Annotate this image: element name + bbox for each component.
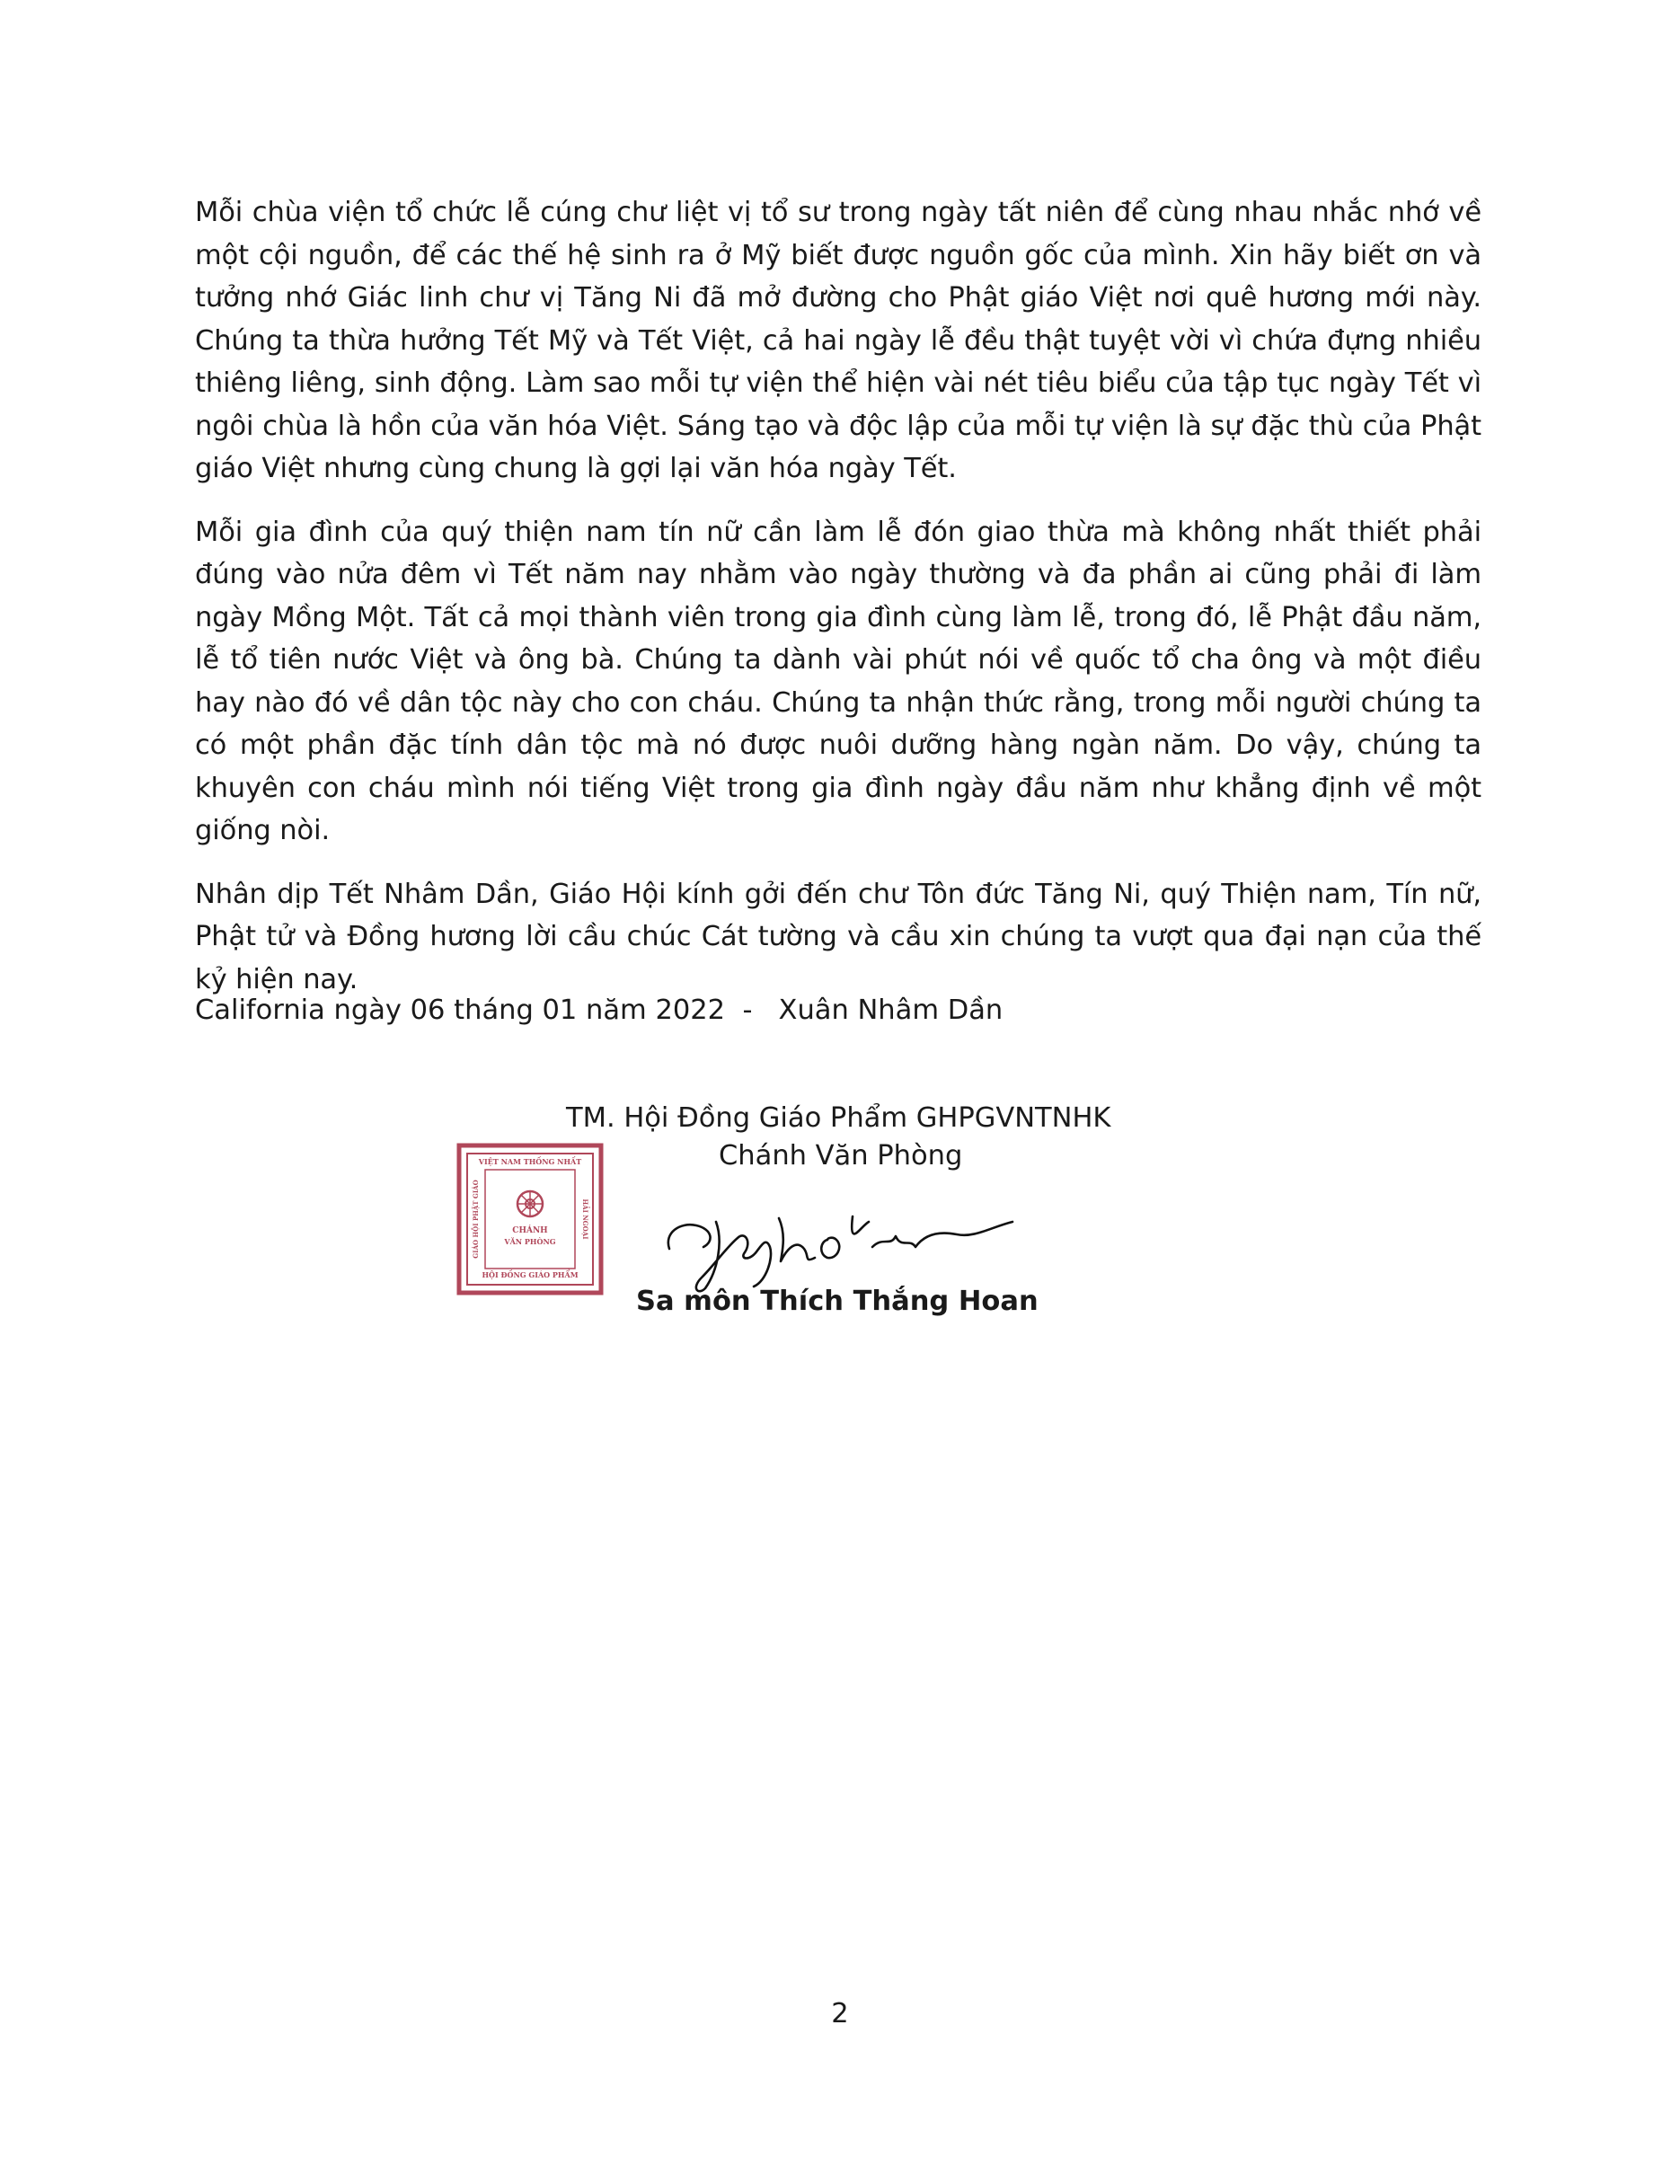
paragraph-temple-ceremony: Mỗi chùa viện tổ chức lễ cúng chư liệt vị tổ sư trong ngày tất niên để cùng nhau nhắc nhớ về một cội nguồn, để các thế hệ sinh ra ở Mỹ biết được nguồn gốc của mình. Xin hãy biết ơn và tưởng nhớ Giác linh chư vị Tăng Ni đã mở đường cho Phật giáo Việt nơi quê hương mới này. Chúng ta thừa hưởng Tết Mỹ và Tết Việt, cả hai ngày lễ đều thật tuyệt vời vì chứa đựng nhiều thiêng liêng, sinh động. Làm sao mỗi tự viện thể hiện vài nét tiêu biểu của tập tục ngày Tết vì ngôi chùa là hồn của văn hóa Việt. Sáng tạo và độc lập của mỗi tự viện là sự đặc thù của Phật giáo Việt nhưng cùng chung là gợi lại văn hóa ngày Tết. [195,197,1481,484]
signer-name: Sa môn Thích Thắng Hoan [636,1286,1039,1317]
svg-text:HỘI ĐỒNG GIÁO PHẨM: HỘI ĐỒNG GIÁO PHẨM [482,1270,579,1279]
paragraph-new-year-wishes: Nhân dịp Tết Nhâm Dần, Giáo Hội kính gởi đến chư Tôn đức Tăng Ni, quý Thiện nam, Tín nữ, Phật tử và Đồng hương lời cầu chúc Cát tường và cầu xin chúng ta vượt qua đại nạn của thế kỷ hiện nay. [195,878,1481,995]
svg-text:VĂN PHÒNG: VĂN PHÒNG [504,1237,556,1246]
svg-text:GIÁO HỘI PHẬT GIÁO: GIÁO HỘI PHẬT GIÁO [472,1180,480,1259]
svg-text:CHÁNH: CHÁNH [512,1226,548,1235]
svg-text:HẢI NGOẠI: HẢI NGOẠI [581,1198,589,1240]
date-line: California ngày 06 tháng 01 năm 2022 - Xuân Nhâm Dần [195,995,1004,1026]
handwritten-signature [660,1195,1038,1294]
office-seal-stamp [456,1143,604,1295]
signature-organization: TM. Hội Đồng Giáo Phẩm GHPGVNTNHK [566,1102,1111,1134]
svg-text:VIỆT NAM THỐNG NHẤT: VIỆT NAM THỐNG NHẤT [478,1157,582,1166]
signature-office: Chánh Văn Phòng [719,1140,963,1172]
paragraph-family-ceremony: Mỗi gia đình của quý thiện nam tín nữ cần làm lễ đón giao thừa mà không nhất thiết phải đúng vào nửa đêm vì Tết năm nay nhằm vào ngày thường và đa phần ai cũng phải đi làm ngày Mồng Một. Tất cả mọi thành viên trong gia đình cùng làm lễ, trong đó, lễ Phật đầu năm, lễ tổ tiên nước Việt và ông bà. Chúng ta dành vài phút nói về quốc tổ cha ông và một điều hay nào đó về dân tộc này cho con cháu. Chúng ta nhận thức rằng, trong mỗi người chúng ta có một phần đặc tính dân tộc mà nó được nuôi dưỡng hàng ngàn năm. Do vậy, chúng ta khuyên con cháu mình nói tiếng Việt trong gia đình ngày đầu năm như khẳng định về một giống nòi. [195,516,1481,846]
letter-body [195,191,1481,1001]
page-number: 2 [831,1998,849,2029]
